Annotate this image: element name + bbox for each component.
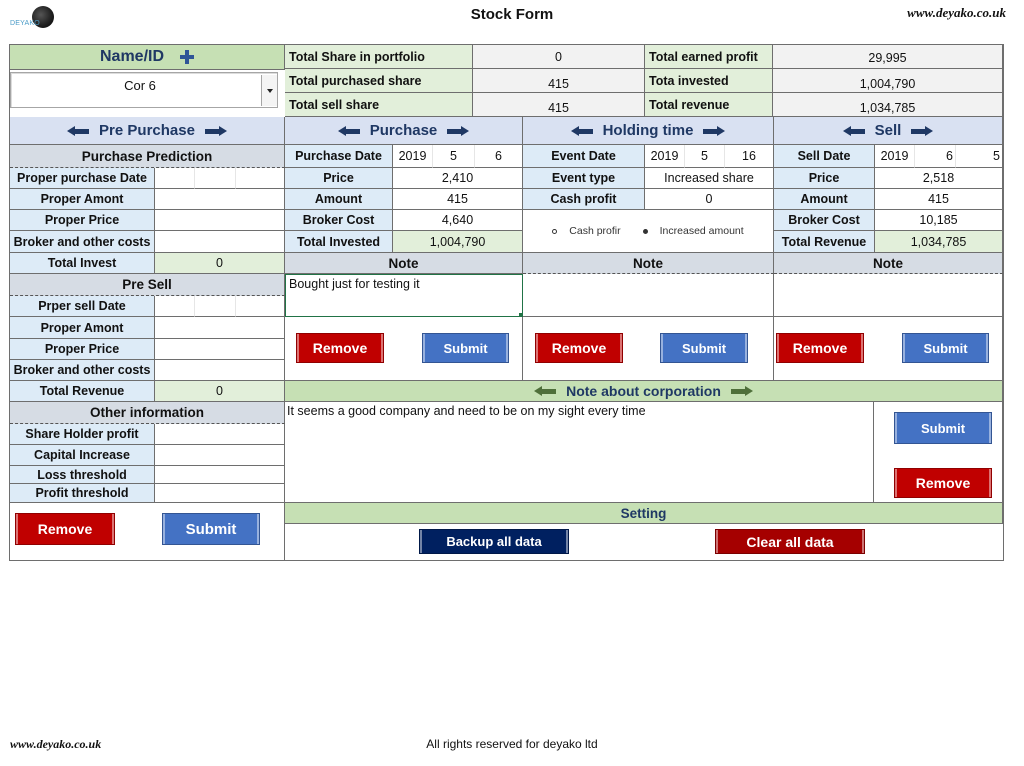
section-title: Holding time — [602, 122, 694, 139]
total-revenue-label: Total Revenue — [10, 381, 155, 402]
proper-price-input[interactable] — [155, 210, 285, 231]
event-day-input[interactable]: 16 — [725, 145, 774, 168]
corp-note-remove-button[interactable]: Remove — [894, 468, 992, 498]
event-type-radio-group — [523, 210, 774, 253]
row-label: Proper Price — [10, 339, 155, 360]
row-label: Share Holder profit — [10, 424, 155, 445]
proper-sell-price-input[interactable] — [155, 339, 285, 360]
summary-value: 1,004,790 — [773, 69, 1003, 93]
corp-note-text: It seems a good company and need to be on my sight every time — [287, 404, 646, 418]
summary-label: Total revenue — [645, 93, 773, 117]
summary-value: 415 — [473, 69, 645, 93]
name-id-header — [10, 45, 285, 70]
section-purchase — [285, 117, 523, 145]
purchase-note-input[interactable] — [285, 274, 523, 317]
event-type-label: Event type — [523, 168, 645, 189]
sell-day-input[interactable]: 5 — [956, 145, 1003, 168]
arrow-left-icon[interactable] — [534, 386, 556, 396]
holding-note-title: Note — [523, 253, 774, 274]
event-date-label: Event Date — [523, 145, 645, 168]
sell-remove-button[interactable]: Remove — [776, 333, 864, 363]
event-type-value[interactable]: Increased share — [645, 168, 774, 189]
total-invested-value: 1,004,790 — [393, 231, 523, 253]
summary-label: Tota invested — [645, 69, 773, 93]
sell-broker-input[interactable]: 10,185 — [875, 210, 1003, 231]
row-label: Proper Price — [10, 210, 155, 231]
pre-sell-title: Pre Sell — [10, 274, 285, 296]
name-id-combobox[interactable] — [10, 72, 278, 108]
sell-note-input[interactable] — [774, 274, 1003, 317]
summary-label: Total purchased share — [285, 69, 473, 93]
section-title: Sell — [874, 122, 902, 139]
holding-remove-button[interactable]: Remove — [535, 333, 623, 363]
arrow-left-icon[interactable] — [843, 126, 865, 136]
purchase-month-input[interactable]: 5 — [433, 145, 475, 168]
holding-submit-button[interactable]: Submit — [660, 333, 748, 363]
broker-costs-input[interactable] — [155, 231, 285, 253]
sell-total-revenue-value: 1,034,785 — [875, 231, 1003, 253]
proper-sell-amount-input[interactable] — [155, 317, 285, 339]
logo-text: DEYAKO — [10, 20, 40, 27]
section-title: Pre Purchase — [99, 122, 195, 139]
arrow-right-icon[interactable] — [205, 126, 227, 136]
row-label: Proper Amont — [10, 189, 155, 210]
other-information-title: Other information — [10, 402, 285, 424]
cash-profit-input[interactable]: 0 — [645, 189, 774, 210]
sell-amount-label: Amount — [774, 189, 875, 210]
share-holder-profit-input[interactable] — [155, 424, 285, 445]
purchase-price-label: Price — [285, 168, 393, 189]
row-label: Broker and other costs — [10, 231, 155, 253]
cash-profit-label: Cash profit — [523, 189, 645, 210]
sell-broker-label: Broker Cost — [774, 210, 875, 231]
purchase-note-title: Note — [285, 253, 523, 274]
chevron-down-icon[interactable] — [261, 75, 277, 106]
sell-price-input[interactable]: 2,518 — [875, 168, 1003, 189]
purchase-day-input[interactable]: 6 — [475, 145, 523, 168]
summary-value: 415 — [473, 93, 645, 117]
row-label: Profit threshold — [10, 484, 155, 503]
radio-increased-amount-label: Increased amount — [659, 225, 744, 237]
proper-sell-day-input[interactable] — [236, 296, 285, 317]
summary-value: 0 — [473, 45, 645, 69]
summary-value: 1,034,785 — [773, 93, 1003, 117]
section-sell — [774, 117, 1003, 145]
arrow-left-icon[interactable] — [338, 126, 360, 136]
section-pre-purchase — [10, 117, 285, 145]
proper-purchase-month-input[interactable] — [195, 168, 236, 189]
sell-price-label: Price — [774, 168, 875, 189]
sell-year-input[interactable]: 2019 — [875, 145, 915, 168]
purchase-date-label: Purchase Date — [285, 145, 393, 168]
sell-amount-input[interactable]: 415 — [875, 189, 1003, 210]
clear-all-data-button[interactable]: Clear all data — [715, 529, 865, 554]
proper-purchase-year-input[interactable] — [155, 168, 195, 189]
setting-title: Setting — [285, 503, 1003, 524]
holding-note-input[interactable] — [523, 274, 774, 317]
corp-note-submit-button[interactable]: Submit — [894, 412, 992, 444]
total-revenue-value: 0 — [155, 381, 285, 402]
purchase-price-input[interactable]: 2,410 — [393, 168, 523, 189]
purchase-note-text: Bought just for testing it — [289, 277, 420, 291]
purchase-submit-button[interactable]: Submit — [422, 333, 509, 363]
purchase-remove-button[interactable]: Remove — [296, 333, 384, 363]
proper-sell-year-input[interactable] — [155, 296, 195, 317]
corp-note-input[interactable] — [285, 402, 874, 503]
row-label: Capital Increase — [10, 445, 155, 466]
row-label: Proper purchase Date — [10, 168, 155, 189]
section-title: Purchase — [369, 122, 438, 139]
row-label: Proper Amont — [10, 317, 155, 339]
radio-increased-amount[interactable] — [643, 229, 648, 234]
summary-label: Total sell share — [285, 93, 473, 117]
proper-amount-input[interactable] — [155, 189, 285, 210]
summary-label: Total Share in portfolio — [285, 45, 473, 69]
sell-month-input[interactable]: 6 — [915, 145, 956, 168]
row-label: Loss threshold — [10, 466, 155, 484]
purchase-broker-label: Broker Cost — [285, 210, 393, 231]
site-url-top[interactable]: www.deyako.co.uk — [907, 5, 1006, 20]
purchase-prediction-title: Purchase Prediction — [10, 145, 285, 168]
sell-note-title: Note — [774, 253, 1003, 274]
page-title: Stock Form — [470, 6, 554, 23]
sell-total-revenue-label: Total Revenue — [774, 231, 875, 253]
row-label: Broker and other costs — [10, 360, 155, 381]
total-invested-label: Total Invested — [285, 231, 393, 253]
arrow-right-icon[interactable] — [731, 386, 753, 396]
radio-cash-profit-label: Cash profir — [569, 225, 621, 237]
purchase-amount-label: Amount — [285, 189, 393, 210]
event-month-input[interactable]: 5 — [685, 145, 725, 168]
backup-all-data-button[interactable]: Backup all data — [419, 529, 569, 554]
sell-date-label: Sell Date — [774, 145, 875, 168]
pre-purchase-submit-button[interactable]: Submit — [162, 513, 260, 545]
corp-note-title: Note about corporation — [566, 383, 721, 399]
arrow-right-icon[interactable] — [911, 126, 933, 136]
capital-increase-input[interactable] — [155, 445, 285, 466]
corp-note-header — [285, 381, 1003, 402]
footer-site-url[interactable]: www.deyako.co.uk — [10, 737, 102, 751]
arrow-left-icon[interactable] — [571, 126, 593, 136]
arrow-right-icon[interactable] — [703, 126, 725, 136]
row-label: Prper sell Date — [10, 296, 155, 317]
purchase-year-input[interactable]: 2019 — [393, 145, 433, 168]
total-invest-value: 0 — [155, 253, 285, 274]
purchase-broker-input[interactable]: 4,640 — [393, 210, 523, 231]
summary-value: 29,995 — [773, 45, 1003, 69]
name-id-selected: Cor 6 — [124, 78, 156, 93]
pre-purchase-remove-button[interactable]: Remove — [15, 513, 115, 545]
sell-submit-button[interactable]: Submit — [902, 333, 989, 363]
proper-purchase-day-input[interactable] — [236, 168, 285, 189]
sell-broker-costs-input[interactable] — [155, 360, 285, 381]
radio-cash-profit[interactable] — [552, 229, 557, 234]
summary-label: Total earned profit — [645, 45, 773, 69]
arrow-left-icon[interactable] — [67, 126, 89, 136]
loss-threshold-input[interactable] — [155, 466, 285, 484]
arrow-right-icon[interactable] — [447, 126, 469, 136]
event-year-input[interactable]: 2019 — [645, 145, 685, 168]
profit-threshold-input[interactable] — [155, 484, 285, 503]
section-holding-time — [523, 117, 774, 145]
proper-sell-month-input[interactable] — [195, 296, 236, 317]
purchase-amount-input[interactable]: 415 — [393, 189, 523, 210]
footer-rights: All rights reserved for deyako ltd — [426, 737, 598, 751]
plus-icon[interactable] — [180, 50, 194, 64]
name-id-label: Name/ID — [99, 48, 165, 65]
total-invest-label: Total Invest — [10, 253, 155, 274]
